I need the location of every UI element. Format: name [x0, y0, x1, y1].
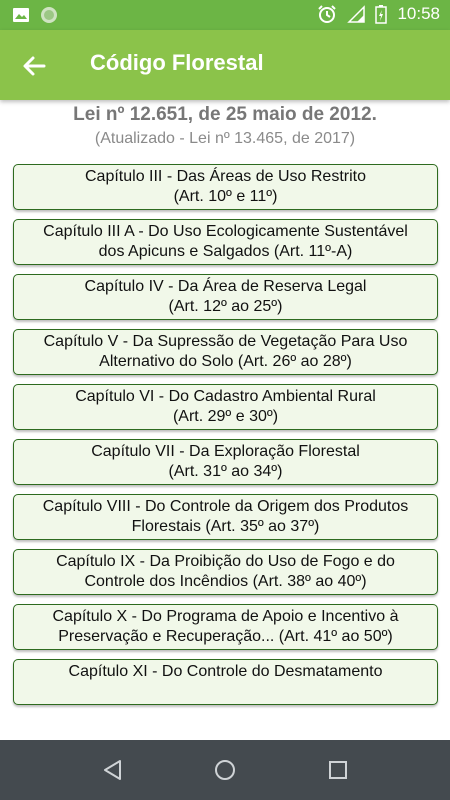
chapter-articles-line: Florestais (Art. 35º ao 37º): [131, 518, 320, 535]
arrow-back-icon[interactable]: [18, 50, 50, 82]
status-left-icons: [12, 6, 58, 24]
status-bar: [0, 0, 450, 30]
chapter-articles-line: (Art. 31º ao 34º): [168, 463, 283, 480]
chapter-button-iii[interactable]: [13, 164, 438, 210]
chapter-title-line: Capítulo VIII - Do Controle da Origem dos Produtos: [42, 498, 409, 515]
chapter-title-line: Capítulo VII - Da Exploração Florestal: [91, 443, 360, 460]
law-title: Lei nº 12.651, de 25 maio de 2012.: [73, 104, 377, 125]
chapter-title-line: Capítulo III - Das Áreas de Uso Restrito: [85, 168, 366, 185]
chapter-title-line: Capítulo X - Do Programa de Apoio e Incentivo à: [52, 608, 399, 625]
chapter-button-iii-a[interactable]: [13, 219, 438, 265]
battery-charging-icon: [375, 4, 387, 24]
chapter-button-xi[interactable]: [13, 659, 438, 705]
page-title: Código Florestal: [90, 50, 264, 75]
chapter-articles-line: (Art. 12º ao 25º): [168, 298, 283, 315]
chapter-title-line: Capítulo XI - Do Controle do Desmatamento: [68, 663, 383, 680]
chapter-title-line: Capítulo IV - Da Área de Reserva Legal: [84, 278, 367, 295]
chapter-title-line: Capítulo VI - Do Cadastro Ambiental Rural: [75, 388, 376, 405]
home-circle-icon[interactable]: [213, 758, 237, 782]
law-subtitle: (Atualizado - Lei nº 13.465, de 2017): [94, 130, 356, 147]
chapter-button-ix[interactable]: [13, 549, 438, 595]
chapter-button-v[interactable]: [13, 329, 438, 375]
status-right-icons: [317, 4, 440, 24]
chapter-button-x[interactable]: [13, 604, 438, 650]
chapter-articles-line: Controle dos Incêndios (Art. 38º ao 40º): [84, 573, 367, 590]
alarm-icon: [317, 4, 337, 24]
system-nav-bar: [0, 740, 450, 800]
chapter-button-vii[interactable]: [13, 439, 438, 485]
chapter-title-line: Capítulo V - Da Supressão de Vegetação Para Uso: [43, 333, 408, 350]
circle-app-icon: [40, 6, 58, 24]
chapter-articles-line: Alternativo do Solo (Art. 26º ao 28º): [99, 353, 352, 370]
chapter-button-iv[interactable]: [13, 274, 438, 320]
chapter-list: [0, 164, 450, 705]
app-bar: [0, 30, 450, 100]
recents-square-icon[interactable]: [326, 758, 350, 782]
chapter-articles-line: (Art. 10º e 11º): [173, 188, 278, 205]
chapter-scroll-area[interactable]: [0, 100, 450, 680]
back-triangle-icon[interactable]: [101, 758, 125, 782]
chapter-button-viii[interactable]: [13, 494, 438, 540]
chapter-articles-line: Preservação e Recuperação... (Art. 41º ao 50º): [58, 628, 393, 645]
status-time: 10:58: [397, 4, 440, 23]
chapter-articles-line: dos Apicuns e Salgados (Art. 11º-A): [98, 243, 353, 260]
chapter-button-vi[interactable]: [13, 384, 438, 430]
image-icon: [12, 7, 30, 23]
chapter-title-line: Capítulo IX - Da Proibição do Uso de Fogo e do: [56, 553, 395, 570]
signal-icon: [347, 5, 365, 23]
chapter-articles-line: (Art. 29º e 30º): [172, 408, 279, 425]
chapter-title-line: Capítulo III A - Do Uso Ecologicamente Sustentável: [43, 223, 408, 240]
